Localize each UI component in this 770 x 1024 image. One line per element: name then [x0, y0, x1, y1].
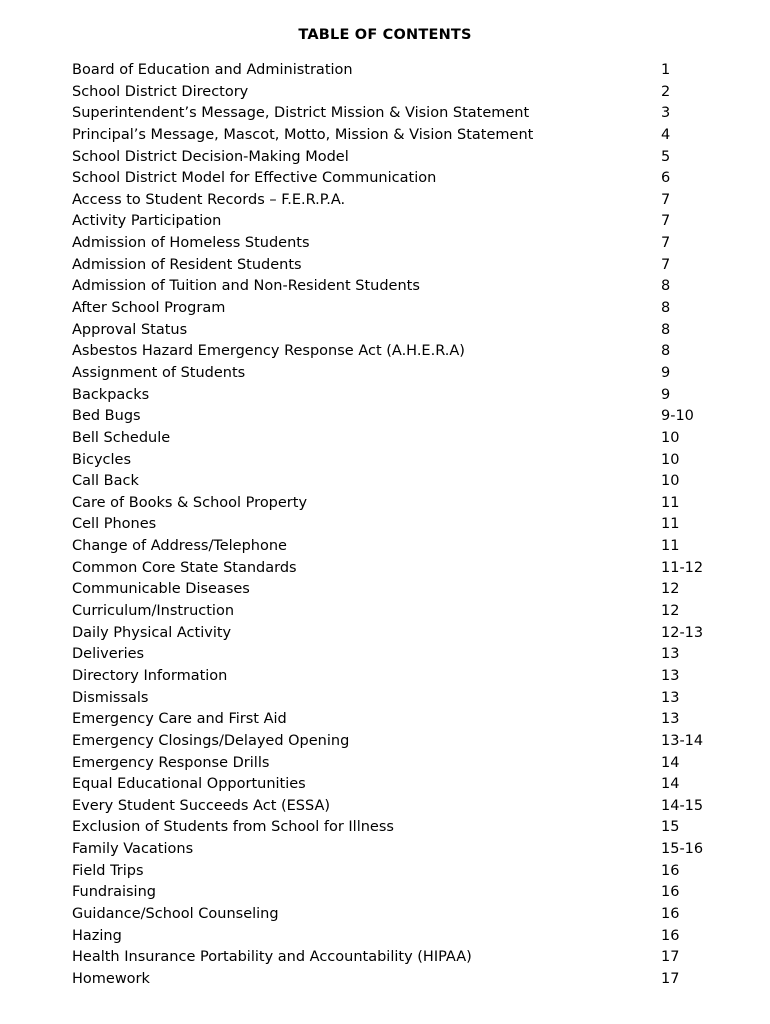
- toc-entry: [72, 926, 732, 948]
- toc-entry-topic: Change of Address/Telephone: [72, 538, 287, 555]
- toc-entry-page-number: 11: [661, 516, 680, 533]
- toc-entry-topic: Guidance/School Counseling: [72, 905, 279, 922]
- toc-entry: [72, 709, 732, 731]
- toc-entry-topic: Activity Participation: [72, 213, 222, 230]
- toc-entry-page-number: 9: [661, 364, 671, 381]
- toc-entry-page-number: 10: [661, 429, 680, 446]
- toc-entry-page-number: 11: [661, 494, 680, 511]
- toc-entry-page-number: 2: [661, 83, 671, 100]
- toc-entry: [72, 385, 732, 407]
- toc-entry-topic: Communicable Diseases: [72, 581, 250, 598]
- toc-list: [72, 60, 732, 991]
- toc-entry-topic: Admission of Homeless Students: [72, 235, 310, 252]
- toc-entry-page-number: 14: [661, 776, 680, 793]
- toc-entry: [72, 817, 732, 839]
- toc-entry-topic: Admission of Resident Students: [72, 256, 302, 273]
- toc-entry-topic: Family Vacations: [72, 841, 194, 858]
- toc-entry-page-number: 6: [661, 170, 671, 187]
- toc-entry-page-number: 13: [661, 689, 680, 706]
- toc-entry-topic: Daily Physical Activity: [72, 624, 232, 641]
- toc-entry-topic: Asbestos Hazard Emergency Response Act (A.H.E.R.A): [72, 343, 465, 360]
- toc-entry: [72, 947, 732, 969]
- toc-entry-topic: Bicycles: [72, 451, 132, 468]
- toc-entry-topic: Curriculum/Instruction: [72, 603, 235, 620]
- toc-entry-topic: Hazing: [72, 927, 122, 944]
- toc-entry-page-number: 9-10: [661, 408, 694, 425]
- toc-entry: [72, 60, 732, 82]
- toc-entry-topic: Call Back: [72, 473, 139, 490]
- toc-entry-page-number: 7: [661, 191, 671, 208]
- toc-entry-page-number: 14-15: [661, 797, 704, 814]
- toc-entry-page-number: 10: [661, 451, 680, 468]
- toc-entry: [72, 125, 732, 147]
- toc-entry: [72, 190, 732, 212]
- toc-entry-topic: Common Core State Standards: [72, 559, 297, 576]
- toc-entry-topic: Deliveries: [72, 646, 145, 663]
- toc-entry-page-number: 11: [661, 538, 680, 555]
- toc-entry: [72, 428, 732, 450]
- toc-entry-page-number: 12-13: [661, 624, 704, 641]
- toc-entry-page-number: 4: [661, 126, 671, 143]
- toc-entry: [72, 363, 732, 385]
- toc-entry: [72, 731, 732, 753]
- toc-entry: [72, 147, 732, 169]
- toc-entry-page-number: 16: [661, 884, 680, 901]
- toc-entry-page-number: 16: [661, 905, 680, 922]
- toc-entry: [72, 579, 732, 601]
- toc-entry: [72, 774, 732, 796]
- toc-entry: [72, 450, 732, 472]
- toc-entry-topic: Board of Education and Administration: [72, 62, 353, 78]
- toc-entry-page-number: 5: [661, 148, 671, 165]
- toc-entry-topic: Fundraising: [72, 884, 156, 901]
- toc-entry-topic: Homework: [72, 970, 150, 987]
- toc-entry-topic: Field Trips: [72, 862, 144, 879]
- toc-entry-page-number: 3: [661, 105, 671, 122]
- toc-entry-page-number: 12: [661, 581, 680, 598]
- toc-entry-topic: Assignment of Students: [72, 364, 246, 381]
- toc-entry-page-number: 16: [661, 927, 680, 944]
- toc-entry-page-number: 10: [661, 473, 680, 490]
- toc-entry: [72, 753, 732, 775]
- page-title: TABLE OF CONTENTS: [298, 27, 472, 43]
- toc-entry-page-number: 14: [661, 754, 680, 771]
- toc-entry-page-number: 7: [661, 213, 671, 230]
- toc-entry: [72, 882, 732, 904]
- toc-entry: [72, 255, 732, 277]
- toc-entry: [72, 904, 732, 926]
- toc-entry-page-number: 13: [661, 667, 680, 684]
- toc-entry-topic: Bed Bugs: [72, 408, 141, 425]
- toc-entry: [72, 969, 732, 991]
- toc-entry-page-number: 12: [661, 603, 680, 620]
- toc-entry: [72, 514, 732, 536]
- toc-entry: [72, 103, 732, 125]
- toc-entry-topic: Dismissals: [72, 689, 149, 706]
- toc-entry: [72, 493, 732, 515]
- toc-entry-page-number: 13-14: [661, 732, 704, 749]
- toc-entry-page-number: 15-16: [661, 841, 704, 858]
- toc-entry-page-number: 13: [661, 711, 680, 728]
- toc-entry-page-number: 8: [661, 300, 671, 317]
- toc-entry-page-number: 8: [661, 321, 671, 338]
- toc-entry-topic: School District Model for Effective Communication: [72, 170, 437, 187]
- toc-entry-topic: Directory Information: [72, 667, 228, 684]
- toc-entry: [72, 536, 732, 558]
- toc-entry-topic: Every Student Succeeds Act (ESSA): [72, 797, 331, 814]
- toc-entry: [72, 558, 732, 580]
- toc-entry: [72, 644, 732, 666]
- toc-entry-topic: Care of Books & School Property: [72, 494, 308, 511]
- toc-entry-topic: Principal’s Message, Mascot, Motto, Mission & Vision Statement: [72, 126, 534, 143]
- toc-entry-page-number: 11-12: [661, 559, 704, 576]
- toc-entry-topic: Access to Student Records – F.E.R.P.A.: [72, 191, 346, 208]
- toc-entry-page-number: 9: [661, 386, 671, 403]
- toc-entry: [72, 82, 732, 104]
- toc-entry: [72, 471, 732, 493]
- toc-entry: [72, 320, 732, 342]
- toc-entry-page-number: 13: [661, 646, 680, 663]
- toc-entry: [72, 666, 732, 688]
- toc-entry-topic: Backpacks: [72, 386, 150, 403]
- toc-entry-topic: School District Directory: [72, 83, 249, 100]
- toc-entry: [72, 276, 732, 298]
- toc-entry-topic: Cell Phones: [72, 516, 157, 533]
- toc-entry: [72, 623, 732, 645]
- toc-entry: [72, 839, 732, 861]
- toc-entry-page-number: 8: [661, 343, 671, 360]
- toc-entry: [72, 406, 732, 428]
- toc-entry-topic: School District Decision-Making Model: [72, 148, 349, 165]
- toc-entry-topic: Emergency Closings/Delayed Opening: [72, 732, 350, 749]
- toc-entry-topic: Approval Status: [72, 321, 188, 338]
- toc-entry-topic: After School Program: [72, 300, 226, 317]
- toc-entry-topic: Emergency Response Drills: [72, 754, 270, 771]
- toc-entry-page-number: 1: [661, 62, 671, 78]
- toc-entry-topic: Emergency Care and First Aid: [72, 711, 287, 728]
- toc-entry: [72, 168, 732, 190]
- toc-entry-topic: Bell Schedule: [72, 429, 171, 446]
- toc-entry-page-number: 7: [661, 235, 671, 252]
- toc-entry-page-number: 8: [661, 278, 671, 295]
- toc-entry: [72, 298, 732, 320]
- toc-entry: [72, 233, 732, 255]
- toc-entry: [72, 601, 732, 623]
- toc-entry: [72, 796, 732, 818]
- toc-entry-topic: Admission of Tuition and Non-Resident Students: [72, 278, 420, 295]
- toc-entry: [72, 861, 732, 883]
- toc-entry: [72, 211, 732, 233]
- toc-entry: [72, 688, 732, 710]
- toc-entry-page-number: 17: [661, 949, 680, 966]
- toc-entry-page-number: 15: [661, 819, 680, 836]
- toc-entry-page-number: 7: [661, 256, 671, 273]
- toc-entry-topic: Exclusion of Students from School for Illness: [72, 819, 394, 836]
- toc-entry-page-number: 17: [661, 970, 680, 987]
- toc-entry-page-number: 16: [661, 862, 680, 879]
- toc-entry-topic: Equal Educational Opportunities: [72, 776, 306, 793]
- toc-entry-topic: Superintendent’s Message, District Mission & Vision Statement: [72, 105, 530, 122]
- toc-entry-topic: Health Insurance Portability and Accountability (HIPAA): [72, 949, 472, 966]
- toc-entry: [72, 341, 732, 363]
